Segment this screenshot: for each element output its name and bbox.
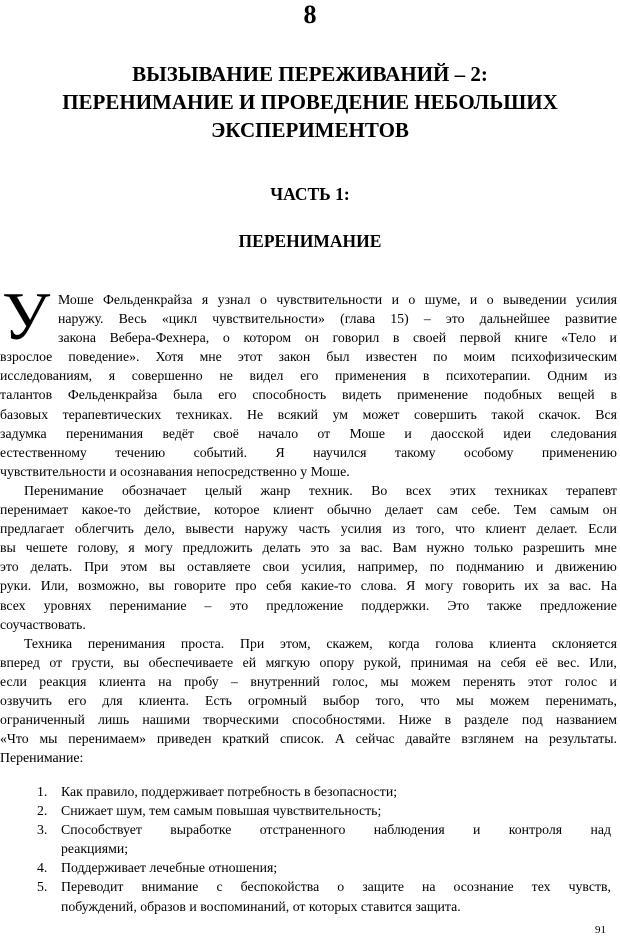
- list-item-number: 5.: [37, 879, 48, 895]
- text-line: закона Вебера-Фехнера, о котором он говорил в своей первой книге «Тело и: [58, 330, 617, 346]
- list-item-text: Переводит внимание с беспокойства о защите на осознание тех чувств,: [61, 879, 611, 895]
- text-line: естественному течению событий. Я научился такому особому применению: [0, 444, 617, 460]
- text-line: задумка перенимания ведёт своё начало от Моше и даосской идеи следования: [0, 425, 617, 441]
- text-line: «Что мы перенимаем» приведен краткий список. А сейчас давайте взглянем на результаты.: [0, 731, 617, 747]
- text-line: руки. Или, возможно, вы говорите про себя какие-то слова. Я могу говорить их за вас. На: [0, 578, 617, 594]
- text-line: перенимает какое-то действие, которое клиент обычно делает сам себе. Тем самым он: [0, 502, 617, 518]
- chapter-title-line: ВЫЗЫВАНИЕ ПЕРЕЖИВАНИЙ – 2:: [132, 62, 488, 86]
- text-line: базовых терапевтических техниках. Не всякий ум может совершить такой скачок. Вся: [0, 406, 617, 422]
- paragraph-2: [0, 481, 620, 634]
- text-line: это делать. При этом вы оставляете свои усилия, например, по поднманию и движению: [0, 559, 617, 575]
- list-item: [0, 820, 620, 858]
- paragraph-1: [0, 290, 620, 481]
- text-line: взрослое поведение». Хотя мне этот закон был известен по моим психофизическим: [0, 349, 617, 365]
- list-item-number: 2.: [37, 803, 48, 819]
- list-item-number: 3.: [37, 822, 48, 838]
- list-item: [0, 877, 620, 915]
- text-line: если реакция клиента на пробу – внутренний голос, мы можем перенять этот голос и: [0, 673, 617, 689]
- text-line: предлагает облегчить дело, вывести наружу часть усилия из того, что клиент делает. Если: [0, 521, 617, 537]
- text-line: вы чешете голову, я могу предложить делать это за вас. Вам нужно только разрешить мне: [0, 540, 617, 556]
- text-line: Моше Фельденкрайза я узнал о чувствительности и о шуме, и о выведении усилия: [58, 292, 617, 307]
- section-title: ПЕРЕНИМАНИЕ: [238, 231, 382, 251]
- list-item-text: Снижает шум, тем самым повышая чувствительность;: [61, 803, 382, 819]
- benefits-list: [0, 782, 620, 916]
- text-line: ограниченный лишь нашими творческими способностями. Ниже в разделе под названием: [0, 712, 617, 728]
- list-item: [0, 858, 620, 877]
- text-line: вперед от грусти, вы обеспечиваете ей мягкую опору рукой, принимая на себя её вес. Или,: [0, 654, 617, 670]
- list-item-text: Способствует выработке отстраненного наблюдения и контроля над: [61, 822, 611, 838]
- list-item-text: Как правило, поддерживает потребность в безопасности;: [61, 784, 398, 799]
- text-line: Техника перенимания проста. При этом, скажем, когда голова клиента склоняется: [24, 635, 617, 651]
- chapter-title: [0, 60, 620, 144]
- list-item-text: реакциями;: [61, 841, 129, 857]
- text-line: чувствительности и осознавания непосредственно у Моше.: [0, 463, 350, 479]
- page-number: 91: [595, 924, 606, 936]
- text-line: исследованиям, я совершенно не видел его применения в психотерапии. Одним из: [0, 368, 617, 384]
- list-item: [0, 782, 620, 801]
- text-line: талантов Фельденкрайза была его способность видеть применение подобных вещей в: [0, 387, 617, 403]
- text-line: всех уровнях перенимание – это предложение поддержки. Это также предложение: [0, 597, 617, 613]
- list-item-number: 1.: [37, 784, 48, 799]
- text-line: Перенимание:: [0, 750, 84, 766]
- chapter-title-line: ЭКСПЕРИМЕНТОВ: [211, 118, 409, 142]
- chapter-number: 8: [303, 0, 317, 29]
- list-item-text: побуждений, образов и воспоминаний, от которых ставится защита.: [61, 898, 461, 914]
- drop-cap: У: [2, 278, 51, 354]
- text-line: соучаствовать.: [0, 616, 86, 632]
- text-line: Перенимание обозначает целый жанр техник. Во всех этих техниках терапевт: [24, 482, 617, 498]
- chapter-title-line: ПЕРЕНИМАНИЕ И ПРОВЕДЕНИЕ НЕБОЛЬШИХ: [62, 90, 558, 114]
- part-title: ЧАСТЬ 1:: [270, 184, 350, 204]
- list-item-text: Поддерживает лечебные отношения;: [61, 860, 278, 876]
- text-line: озвучить его для клиента. Есть огромный выбор того, что мы можем перенимать,: [0, 692, 617, 708]
- list-item: [0, 801, 620, 820]
- paragraph-3: [0, 634, 620, 768]
- text-line: наружу. Весь «цикл чувствительности» (глава 15) – это дальнейшее развитие: [58, 311, 617, 327]
- list-item-number: 4.: [37, 860, 48, 876]
- body-text: [0, 290, 620, 767]
